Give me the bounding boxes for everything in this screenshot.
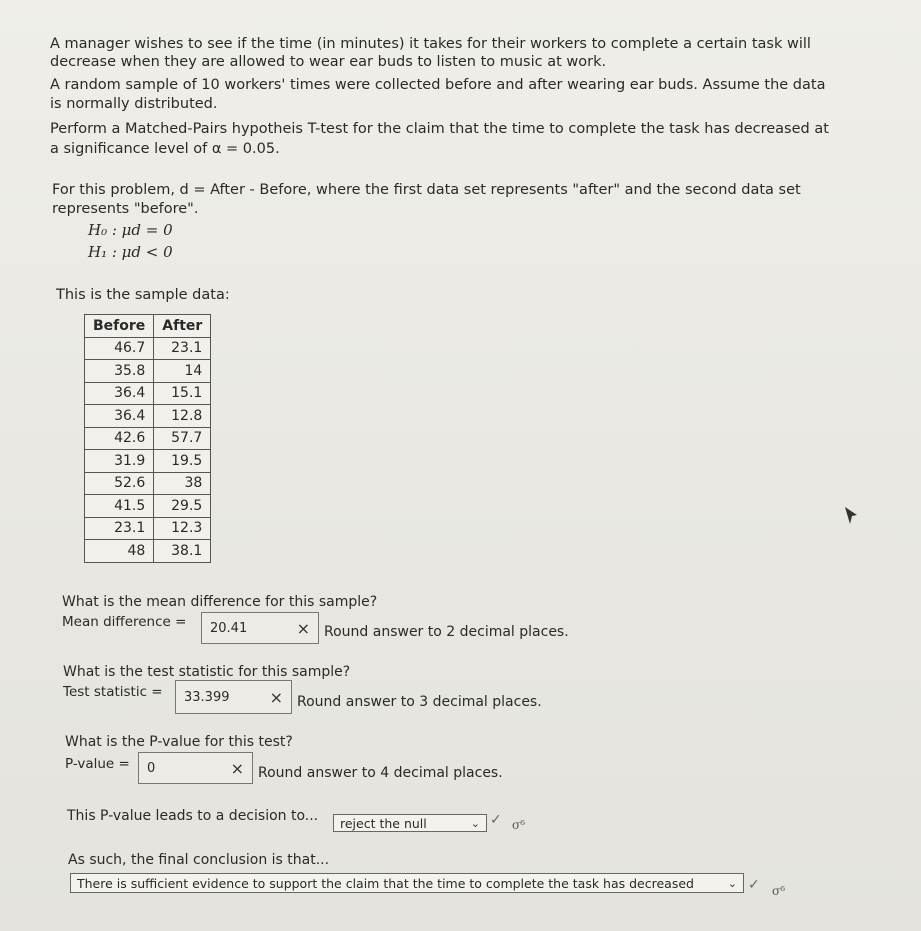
after-cell: 23.1 (154, 337, 211, 360)
chevron-down-icon: ⌄ (727, 876, 737, 890)
check-icon: ✓ (490, 812, 502, 828)
test-statistic-input[interactable] (175, 680, 292, 714)
table-row (85, 495, 211, 518)
problem-line-1: A manager wishes to see if the time (in minutes) it takes for their workers to complete a certain task will (50, 36, 811, 52)
table-row (85, 337, 211, 360)
table-row (85, 540, 211, 563)
after-cell: 29.5 (154, 495, 211, 518)
table-row (85, 517, 211, 540)
before-cell: 35.8 (85, 360, 154, 383)
decision-selected: reject the null (340, 815, 427, 831)
header-after: After (154, 315, 211, 338)
before-cell: 36.4 (85, 405, 154, 428)
after-cell: 57.7 (154, 427, 211, 450)
sigma-icon[interactable]: σ⁶ (512, 818, 526, 832)
check-icon: ✓ (748, 877, 760, 893)
problem-line-6: a significance level of α = 0.05. (50, 141, 280, 157)
test-statistic-value: 33.399 (184, 689, 230, 705)
incorrect-x-icon: × (296, 618, 310, 638)
p-value-input[interactable] (138, 752, 253, 784)
test-statistic-hint: Round answer to 3 decimal places. (297, 694, 542, 710)
conclusion-selected: There is sufficient evidence to support the claim that the time to complete the task has decreased (77, 875, 694, 891)
decision-select[interactable] (333, 814, 487, 832)
table-header-row (85, 315, 211, 338)
after-cell: 38 (154, 472, 211, 495)
after-cell: 19.5 (154, 450, 211, 473)
problem-line-5: Perform a Matched-Pairs hypotheis T-test for the claim that the time to complete the task has decreased at (50, 121, 829, 137)
mean-difference-input[interactable] (201, 612, 319, 644)
question-p-value: What is the P-value for this test? (65, 734, 293, 750)
after-cell: 14 (154, 360, 211, 383)
before-cell: 23.1 (85, 517, 154, 540)
incorrect-x-icon: × (269, 687, 283, 707)
conclusion-select[interactable] (70, 873, 744, 893)
table-row (85, 360, 211, 383)
p-value-hint: Round answer to 4 decimal places. (258, 765, 503, 781)
chevron-down-icon: ⌄ (470, 816, 480, 830)
after-cell: 12.8 (154, 405, 211, 428)
alternative-hypothesis: H₁ : μd < 0 (88, 243, 173, 261)
after-cell: 15.1 (154, 382, 211, 405)
sample-intro: This is the sample data: (56, 287, 230, 303)
definition-line-1: For this problem, d = After - Before, where the first data set represents "after" and the second data set (52, 182, 801, 198)
problem-line-4: is normally distributed. (50, 96, 218, 112)
table-row (85, 427, 211, 450)
problem-line-2: decrease when they are allowed to wear ear buds to listen to music at work. (50, 54, 607, 70)
after-cell: 12.3 (154, 517, 211, 540)
before-cell: 42.6 (85, 427, 154, 450)
table-row (85, 472, 211, 495)
test-statistic-label: Test statistic = (63, 684, 163, 700)
conclusion-label: As such, the final conclusion is that... (68, 852, 330, 868)
mouse-cursor-icon (843, 505, 859, 527)
question-mean-difference: What is the mean difference for this sample? (62, 594, 378, 610)
question-test-statistic: What is the test statistic for this sample? (63, 664, 351, 680)
sample-data-table (84, 314, 211, 563)
null-hypothesis: H₀ : μd = 0 (88, 221, 173, 239)
table-row (85, 450, 211, 473)
before-cell: 41.5 (85, 495, 154, 518)
before-cell: 36.4 (85, 382, 154, 405)
before-cell: 52.6 (85, 472, 154, 495)
incorrect-x-icon: × (230, 758, 244, 778)
sigma-icon[interactable]: σ⁶ (772, 884, 786, 898)
problem-line-3: A random sample of 10 workers' times were collected before and after wearing ear buds. Assume the data (50, 77, 826, 93)
definition-line-2: represents "before". (52, 201, 199, 217)
p-value-label: P-value = (65, 756, 130, 772)
p-value-value: 0 (147, 760, 156, 776)
table-row (85, 382, 211, 405)
mean-difference-value: 20.41 (210, 620, 248, 636)
decision-label: This P-value leads to a decision to... (67, 808, 319, 824)
before-cell: 46.7 (85, 337, 154, 360)
after-cell: 38.1 (154, 540, 211, 563)
before-cell: 31.9 (85, 450, 154, 473)
mean-difference-hint: Round answer to 2 decimal places. (324, 624, 569, 640)
header-before: Before (85, 315, 154, 338)
table-row (85, 405, 211, 428)
before-cell: 48 (85, 540, 154, 563)
mean-difference-label: Mean difference = (62, 614, 187, 630)
